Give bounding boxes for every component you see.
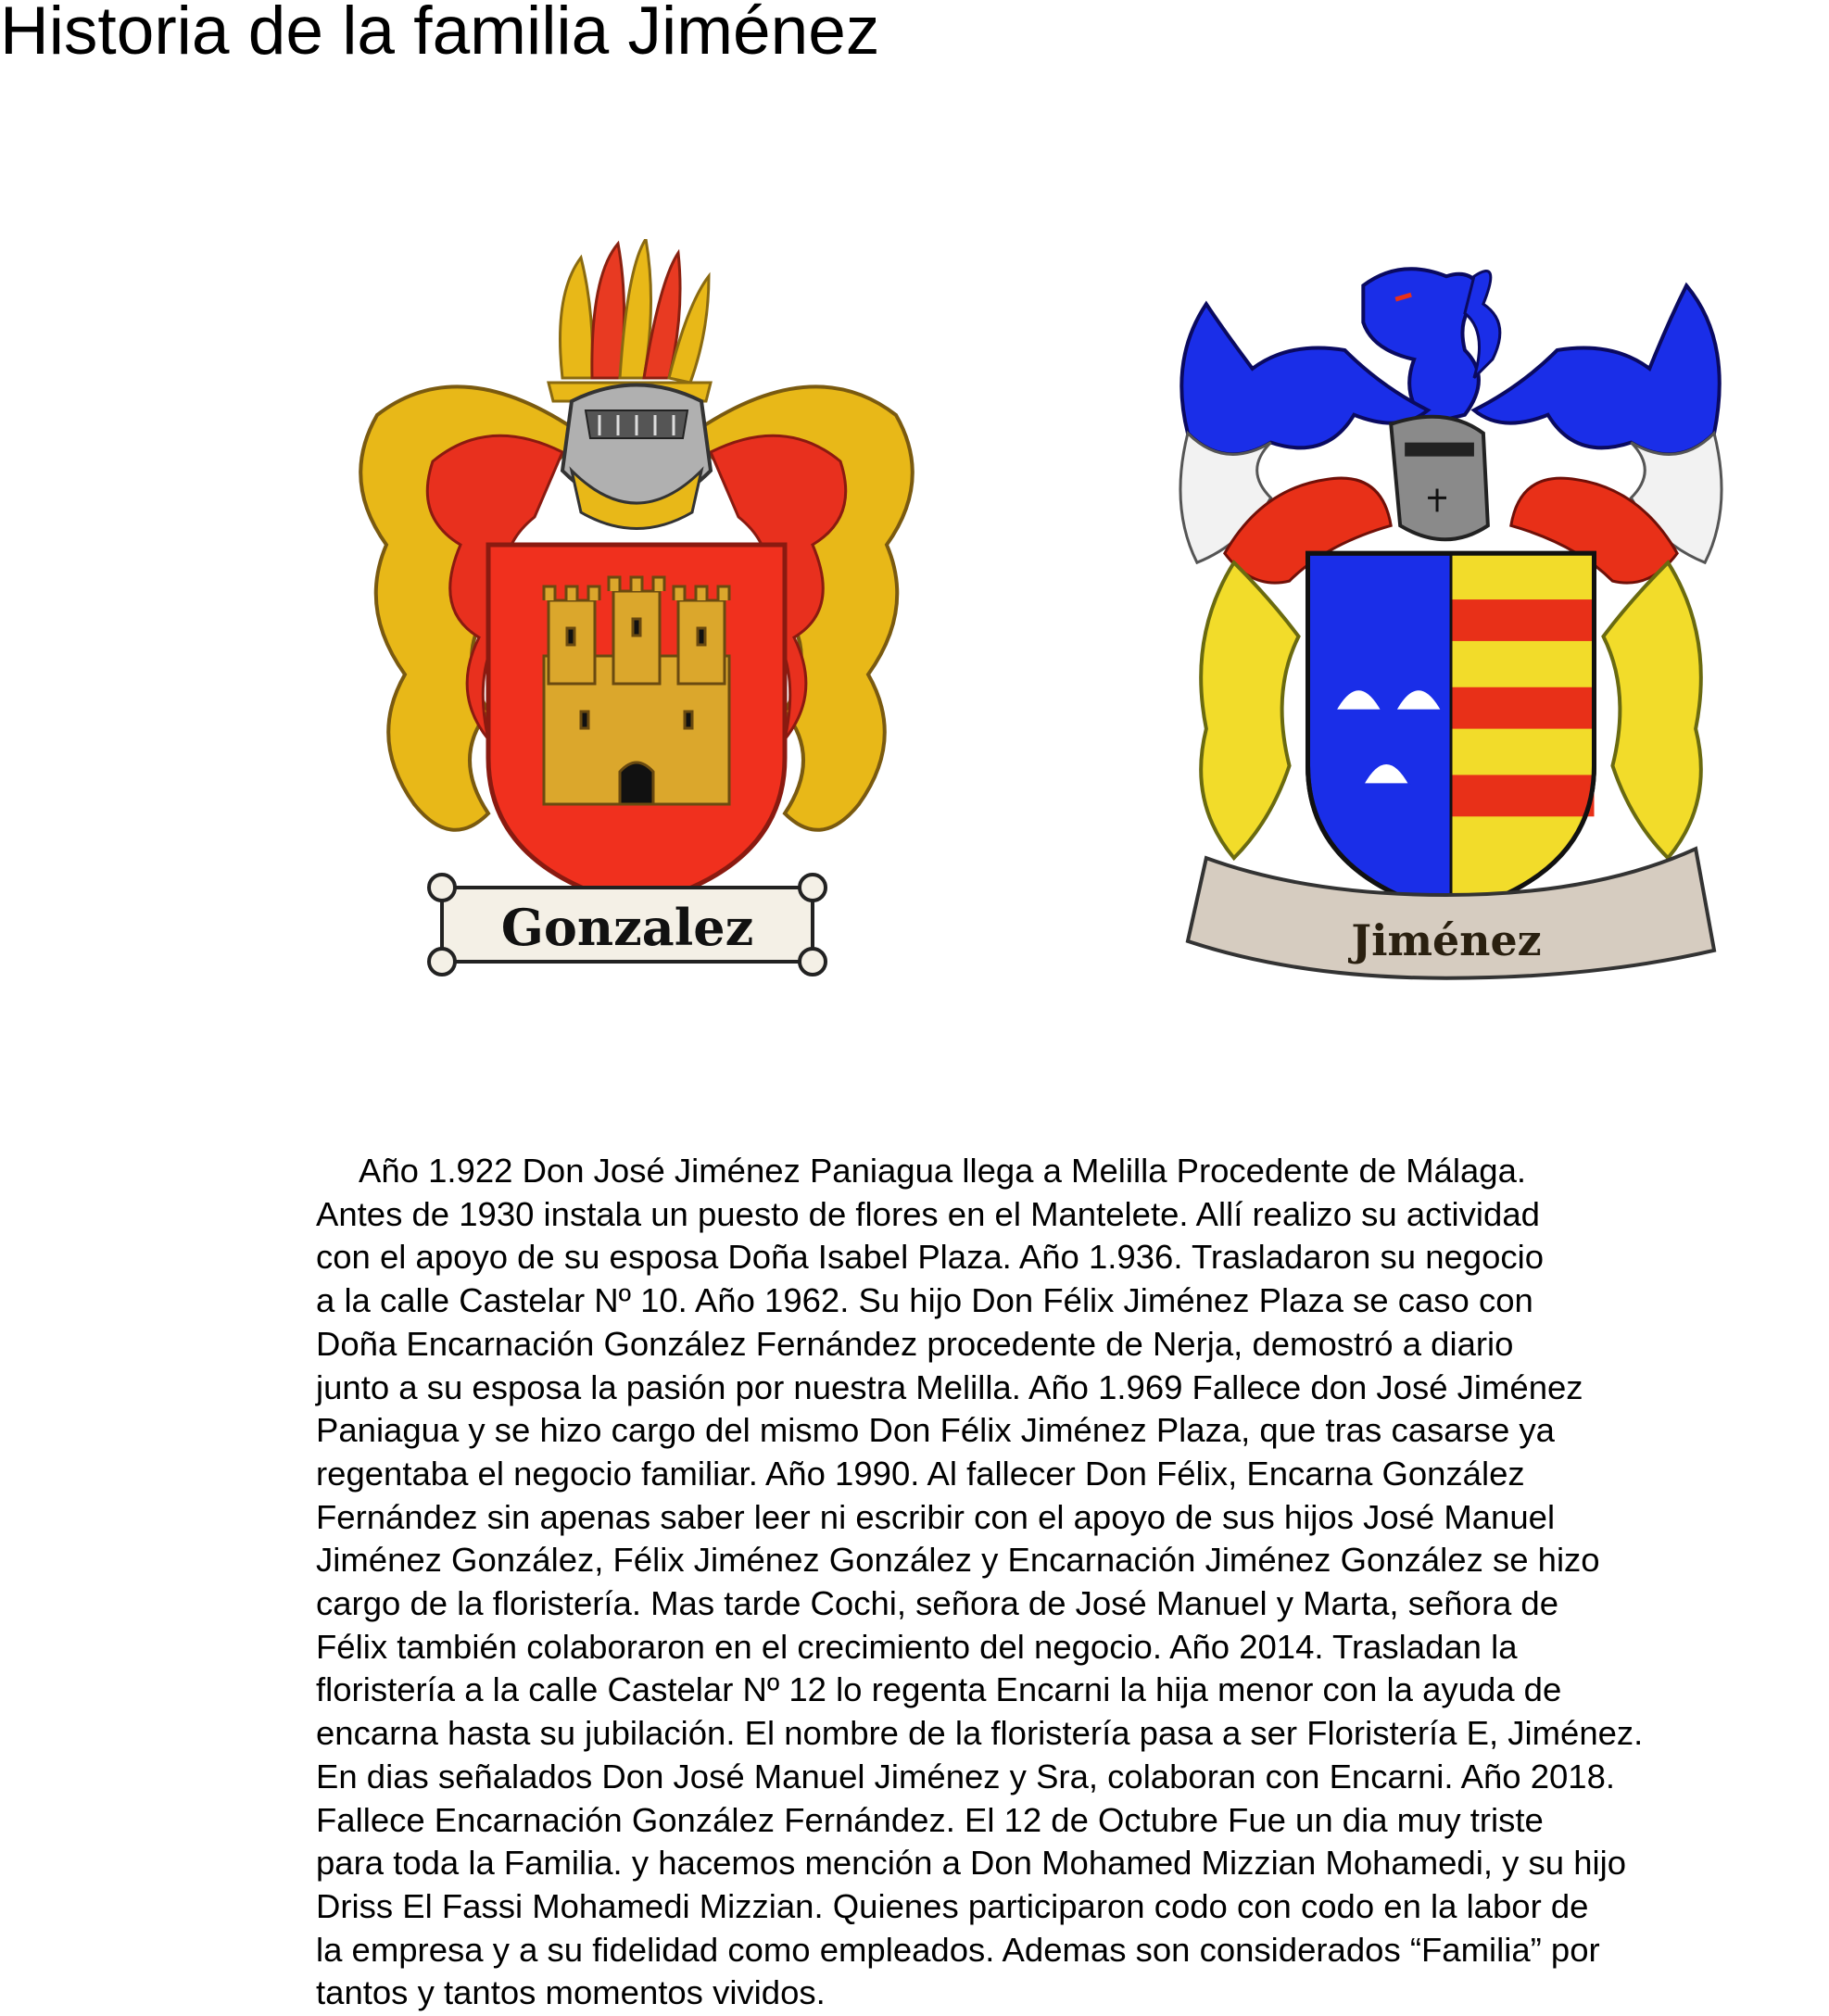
history-line: Paniagua y se hizo cargo del mismo Don Félix Jiménez Plaza, que tras casarse ya [316, 1411, 1555, 1450]
history-line: Fallece Encarnación González Fernández. El 12 de Octubre Fue un dia muy triste [316, 1800, 1544, 1839]
history-line: Doña Encarnación González Fernández procedente de Nerja, demostró a diario [316, 1324, 1514, 1363]
history-line: Driss El Fassi Mohamedi Mizzian. Quienes participaron codo con codo en la labor de [316, 1886, 1589, 1925]
gonzalez-coat-of-arms-icon [348, 239, 925, 989]
svg-text:Jiménez: Jiménez [1351, 914, 1542, 965]
history-line: encarna hasta su jubilación. El nombre de la floristería pasa a ser Floristería E, Jiménez. [316, 1714, 1644, 1753]
family-history-text [316, 1150, 1826, 2015]
history-line: junto a su esposa la pasión por nuestra Melilla. Año 1.969 Fallece don José Jiménez [316, 1367, 1583, 1406]
svg-text:Gonzalez: Gonzalez [500, 898, 754, 957]
scroll-icon [429, 875, 826, 975]
history-line: cargo de la floristería. Mas tarde Cochi, señora de José Manuel y Marta, señora de [316, 1584, 1559, 1623]
history-line: Fernández sin apenas saber leer ni escribir con el apoyo de sus hijos José Manuel [316, 1497, 1556, 1536]
history-line: Año 1.922 Don José Jiménez Paniagua llega a Melilla Procedente de Málaga. [359, 1152, 1527, 1190]
helmet-icon [1391, 417, 1488, 540]
history-line: a la calle Castelar Nº 10. Año 1962. Su hijo Don Félix Jiménez Plaza se caso con [316, 1281, 1533, 1320]
shield-icon [1308, 553, 1595, 914]
history-line: Jiménez González, Félix Jiménez González y Encarnación Jiménez González se hizo [316, 1541, 1600, 1580]
castle-icon [544, 577, 729, 804]
history-line: Félix también colaboraron en el crecimiento del negocio. Año 2014. Trasladan la [316, 1627, 1518, 1666]
shield-icon [488, 545, 785, 906]
history-line: En dias señalados Don José Manuel Jiménez y Sra, colaboran con Encarni. Año 2018. [316, 1757, 1616, 1796]
history-line: Antes de 1930 instala un puesto de flores en el Mantelete. Allí realizo su actividad [316, 1194, 1540, 1233]
history-line: con el apoyo de su esposa Doña Isabel Plaza. Año 1.936. Trasladaron su negocio [316, 1238, 1545, 1277]
page-title: Historia de la familia Jiménez [0, 0, 880, 69]
jimenez-coat-of-arms-icon [1169, 246, 1733, 989]
history-line: la empresa y a su fidelidad como empleados. Ademas son considerados “Familia” por [316, 1930, 1600, 1969]
helmet-icon [562, 385, 711, 529]
plume-icon [549, 239, 711, 401]
history-line: para toda la Familia. y hacemos mención a Don Mohamed Mizzian Mohamedi, y su hijo [316, 1844, 1627, 1883]
history-line: tantos y tantos momentos vividos. [316, 1973, 826, 2012]
history-line: floristería a la calle Castelar Nº 12 lo regenta Encarni la hija menor con la ayuda de [316, 1670, 1562, 1709]
history-line: regentaba el negocio familiar. Año 1990. Al fallecer Don Félix, Encarna González [316, 1454, 1525, 1493]
